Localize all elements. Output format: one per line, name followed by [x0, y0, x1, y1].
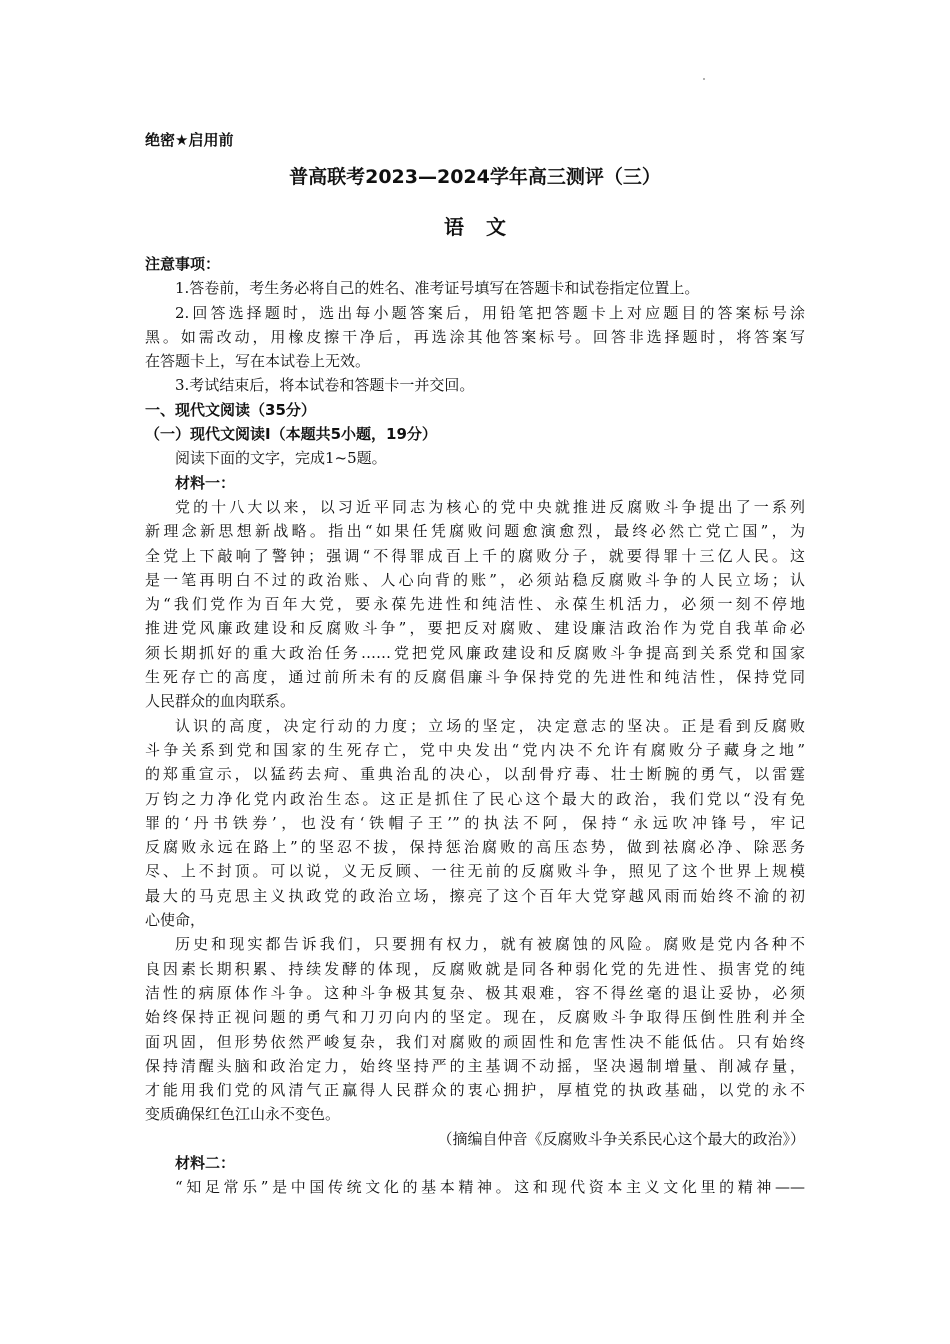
paragraph-line: 反腐败永远在路上”的坚忍不拔，保持惩治腐败的高压态势，做到祛腐必净、除恶务 [145, 838, 805, 857]
reading-instruction: 阅读下面的文字，完成1~5题。 [175, 449, 387, 468]
subject-title: 语文 [444, 215, 528, 239]
notice-heading: 注意事项： [145, 255, 221, 273]
paragraph-line: 党的十八大以来，以习近平同志为核心的党中央就推进反腐败斗争提出了一系列 [175, 497, 805, 516]
paragraph-line: 心使命， [145, 911, 206, 930]
paragraph-line: 须长期抓好的重大政治任务……党把党风廉政建设和反腐败斗争提高到关系党和国家 [145, 643, 805, 662]
paragraph-line: 面巩固，但形势依然严峻复杂，我们对腐败的顽固性和危害性决不能低估。只有始终 [145, 1032, 805, 1051]
scan-speck [703, 78, 705, 80]
material-2-label: 材料二： [175, 1153, 236, 1172]
paragraph-line: 罪的‘丹书铁券’，也没有‘铁帽子王’”的执法不阿，保持“永远吹冲锋号，牢记 [145, 813, 805, 832]
paragraph-line: 洁性的病原体作斗争。这种斗争极其复杂、极其艰难，容不得丝毫的退让妥协，必须 [145, 983, 805, 1002]
paragraph-line: 是一笔再明白不过的政治账、人心向背的账”，必须站稳反腐败斗争的人民立场；认 [145, 570, 805, 589]
material-1-paragraph-2 [145, 714, 805, 933]
material-2-paragraph-1-line-1: “知足常乐”是中国传统文化的基本精神。这和现代资本主义文化里的精神—— [175, 1178, 805, 1197]
paragraph-line: 良因素长期积累、持续发酵的体现，反腐败就是同各种弱化党的先进性、损害党的纯 [145, 959, 805, 978]
paragraph-line: 新理念新思想新战略。指出“如果任凭腐败问题愈演愈烈，最终必然亡党亡国”，为 [145, 522, 805, 541]
paragraph-line: 才能用我们党的风清气正赢得人民群众的衷心拥护，厚植党的执政基础，以党的永不 [145, 1081, 805, 1100]
paragraph-line: 生死存亡的高度，通过前所未有的反腐倡廉斗争保持党的先进性和纯洁性，保持党同 [145, 668, 805, 687]
notice-item-1: 1.答卷前，考生务必将自己的姓名、准考证号填写在答题卡和试卷指定位置上。 [175, 279, 700, 298]
material-1-paragraph-1 [145, 495, 805, 714]
exam-body [145, 252, 805, 1200]
sub-section-heading: （一）现代文阅读Ⅰ（本题共5小题，19分） [145, 425, 437, 444]
paragraph-line: 认识的高度，决定行动的力度；立场的坚定，决定意志的坚决。正是看到反腐败 [175, 716, 805, 735]
paragraph-line: 变质确保红色江山永不变色。 [145, 1105, 341, 1124]
material-1-label: 材料一： [175, 473, 236, 492]
notice-item-3: 3.考试结束后，将本试卷和答题卡一并交回。 [175, 376, 475, 395]
paragraph-line: 推进党风廉政建设和反腐败斗争”，要把反对腐败、建设廉洁政治作为党自我革命必 [145, 619, 805, 638]
notice-item-2-line-1: 2.回答选择题时，选出每小题答案后，用铅笔把答题卡上对应题目的答案标号涂 [175, 303, 805, 322]
secret-label: 绝密★启用前 [145, 131, 234, 149]
paragraph-line: 万钧之力净化党内政治生态。这正是抓住了民心这个最大的政治，我们党以“没有免 [145, 789, 805, 808]
section-heading: 一、现代文阅读（35分） [145, 400, 316, 419]
paragraph-line: 尽、上不封顶。可以说，义无反顾、一往无前的反腐败斗争，照见了这个世界上规模 [145, 862, 805, 881]
paragraph-line: 始终保持正视问题的勇气和刀刃向内的坚定。现在，反腐败斗争取得压倒性胜利并全 [145, 1008, 805, 1027]
notice-item-2-line-2: 黑。如需改动，用橡皮擦干净后，再选涂其他答案标号。回答非选择题时，将答案写 [145, 327, 805, 346]
material-1-paragraph-3 [145, 932, 805, 1126]
paragraph-line: 全党上下敲响了警钟；强调“不得罪成百上千的腐败分子，就要得罪十三亿人民。这 [145, 546, 805, 565]
paragraph-line: 人民群众的血肉联系。 [145, 692, 296, 711]
exam-title: 普高联考2023—2024学年高三测评（三） [289, 166, 661, 188]
paragraph-line: 的郑重宣示，以猛药去疴、重典治乱的决心，以刮骨疗毒、壮士断腕的勇气，以雷霆 [145, 765, 805, 784]
paragraph-line: 历史和现实都告诉我们，只要拥有权力，就有被腐蚀的风险。腐败是党内各种不 [175, 935, 805, 954]
paragraph-line: 斗争关系到党和国家的生死存亡，党中央发出“党内决不允许有腐败分子藏身之地” [145, 740, 805, 759]
paragraph-line: 最大的马克思主义执政党的政治立场，擦亮了这个百年大党穿越风雨而始终不渝的初 [145, 886, 805, 905]
paragraph-line: 保持清醒头脑和政治定力，始终坚持严的主基调不动摇，坚决遏制增量、削减存量， [145, 1056, 805, 1075]
paragraph-line: 为“我们党作为百年大党，要永葆先进性和纯洁性、永葆生机活力，必须一刻不停地 [145, 595, 805, 614]
material-1-source: （摘编自仲音《反腐败斗争关系民心这个最大的政治》） [437, 1129, 805, 1148]
notice-item-2-line-3: 在答题卡上，写在本试卷上无效。 [145, 352, 371, 371]
